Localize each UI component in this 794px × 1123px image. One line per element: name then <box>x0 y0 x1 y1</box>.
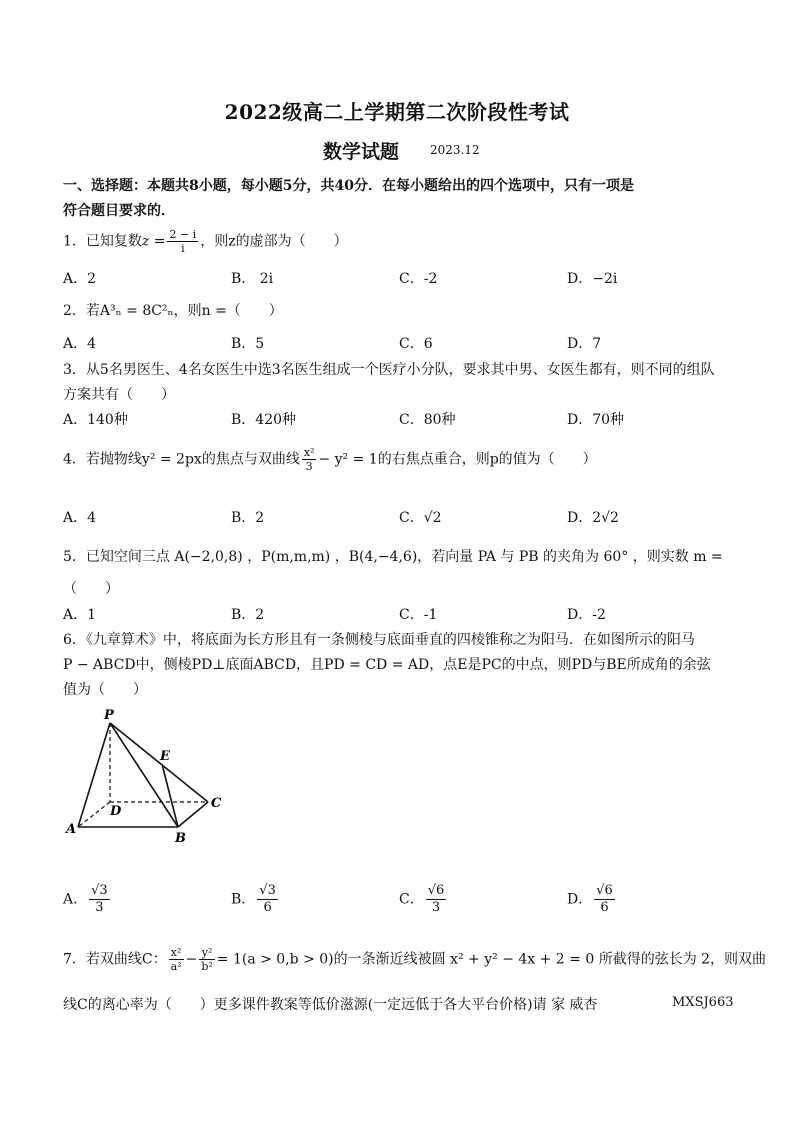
q1-frac-den: i <box>181 242 185 255</box>
q6-a-num: √3 <box>91 883 108 898</box>
q7-f1-num: x² <box>169 946 184 960</box>
q6-d-num: √6 <box>596 883 613 898</box>
q4-option-c: C．√2 <box>399 510 442 526</box>
q1-fraction <box>167 228 198 255</box>
edge-DA <box>78 802 110 827</box>
q1-suffix: ，则z的虚部为（ ） <box>200 233 348 250</box>
q6-a-den: 3 <box>95 900 104 915</box>
q7-prefix: 7．若双曲线C： <box>63 951 167 968</box>
q2-option-c: C．6 <box>399 336 433 352</box>
edge-BC <box>178 802 208 827</box>
q5-option-c: C．-1 <box>399 607 438 623</box>
q4-option-d: D．2√2 <box>567 510 619 526</box>
q6-c-den: 3 <box>431 900 441 915</box>
edge-BE <box>162 764 178 827</box>
q7-frac-2 <box>199 946 214 973</box>
q3-option-c: C．80种 <box>399 412 456 428</box>
q1-option-a: A．2 <box>63 271 97 287</box>
q4-fraction <box>302 446 317 473</box>
q6-c-num: √6 <box>427 883 445 898</box>
label-C: C <box>211 796 222 811</box>
question-6-line2: P − ABCD中，侧棱PD⊥底面ABCD，且PD = CD = AD，点E是PC的中点，则PD与BE所成角的余弦 <box>63 657 711 673</box>
watermark-code: MXSJ663 <box>672 995 734 1010</box>
q1-z-eq: z = <box>141 233 166 250</box>
q2-option-d: D．7 <box>567 336 602 352</box>
question-6-line3: 值为（ ） <box>63 682 147 698</box>
q1-frac-num: 2 − i <box>169 228 197 241</box>
q1-prefix: 1．已知复数 <box>63 233 142 250</box>
section-heading-line2: 符合题目要求的． <box>63 203 175 219</box>
label-P: P <box>104 708 114 723</box>
label-B: B <box>175 831 186 846</box>
q6-b-num: √3 <box>259 883 276 898</box>
q2-option-a: A．4 <box>63 336 97 352</box>
q6-a-frac <box>89 883 110 916</box>
question-6-line1: 6．《九章算术》中，将底面为长方形且有一条侧棱与底面垂直的四棱锥称之为阳马．在如图所示的阳马 <box>63 632 695 648</box>
q4-option-a: A．4 <box>63 510 97 526</box>
q6-option-d <box>567 883 617 916</box>
exam-date: 2023.12 <box>430 143 480 157</box>
edge-PC <box>110 723 208 802</box>
q6-b-letter: B． <box>231 891 256 908</box>
q6-c-frac <box>426 883 447 916</box>
question-3-line1: 3．从5名男医生、4名女医生中选3名医生组成一个医疗小分队，要求其中男、女医生都有，则不同的组队 <box>63 362 715 378</box>
q7-f2-den: b² <box>201 960 213 973</box>
question-3-line2: 方案共有（ ） <box>63 387 175 403</box>
edge-PA <box>78 723 110 827</box>
q4-frac-den: 3 <box>305 460 313 473</box>
question-5-line1: 5．已知空间三点 A(−2,0,8) ，P(m,m,m) ，B(4,−4,6)，若向量 PA 与 PB 的夹角为 60° ，则实数 m = <box>63 549 723 565</box>
q1-option-b: B． 2i <box>231 271 274 287</box>
q1-option-c: C．-2 <box>399 271 438 287</box>
q6-b-frac <box>257 883 278 916</box>
question-7: 7．若双曲线C： $\frac{\text{x²}}{\text{a²}}$ − $\frac{\text{y²}}{\text{b²}}$ = 1(a > 0,b > 0)的一条渐近线被圆 x² + y² − 4x + 2 = 0 所截得的弦长为 2，则双曲 <box>63 946 767 973</box>
q3-option-a: A．140种 <box>63 412 128 428</box>
label-D: D <box>110 804 122 819</box>
q3-option-b: B．420种 <box>231 412 297 428</box>
section-heading-line1: 一、选择题：本题共8小题，每小题5分，共40分．在每小题给出的四个选项中，只有一项是 <box>63 178 634 194</box>
q7-f1-den: a² <box>170 960 182 973</box>
q6-c-letter: C． <box>399 891 424 908</box>
q4-prefix: 4．若抛物线y² = 2px的焦点与双曲线 <box>63 451 300 468</box>
q4-suffix: − y² = 1的右焦点重合，则p的值为（ ） <box>318 451 597 468</box>
q6-option-a <box>63 883 112 916</box>
q4-frac-num: x² <box>303 446 315 459</box>
exam-title: 2022级高二上学期第二次阶段性考试 <box>224 100 570 124</box>
q2-option-b: B．5 <box>231 336 265 352</box>
q5-option-d: D．-2 <box>567 607 606 623</box>
q6-option-c <box>399 883 448 916</box>
q6-option-b <box>231 883 280 916</box>
q6-d-frac <box>594 883 615 916</box>
q6-d-letter: D． <box>567 891 593 908</box>
pyramid-figure <box>60 705 240 850</box>
q6-b-den: 6 <box>263 900 272 915</box>
q7-suffix: = 1(a > 0,b > 0)的一条渐近线被圆 x² + y² − 4x + 2 = 0 所截得的弦长为 2，则双曲 <box>216 951 767 968</box>
q6-d-den: 6 <box>600 900 609 915</box>
q5-option-a: A．1 <box>63 607 97 623</box>
label-A: A <box>66 822 77 837</box>
q5-option-b: B．2 <box>231 607 265 623</box>
question-5-line2: （ ） <box>63 581 119 597</box>
q4-option-b: B．2 <box>231 510 265 526</box>
label-E: E <box>160 749 170 764</box>
subject-title: 数学试题 <box>323 141 400 163</box>
question-7-line2: 线C的离心率为（ ）更多课件教案等低价滋源(一定远低于各大平台价格)请 家 威杏 <box>63 997 598 1013</box>
q7-frac-1 <box>169 946 184 973</box>
q1-option-d: D．−2i <box>567 271 618 287</box>
question-2: 2．若A³ₙ = 8C²ₙ，则n =（ ） <box>63 303 283 319</box>
question-4 <box>63 446 597 473</box>
q7-f2-num: y² <box>199 946 214 960</box>
q3-option-d: D．70种 <box>567 412 625 428</box>
question-1 <box>63 228 348 255</box>
q6-a-letter: A． <box>63 891 88 908</box>
